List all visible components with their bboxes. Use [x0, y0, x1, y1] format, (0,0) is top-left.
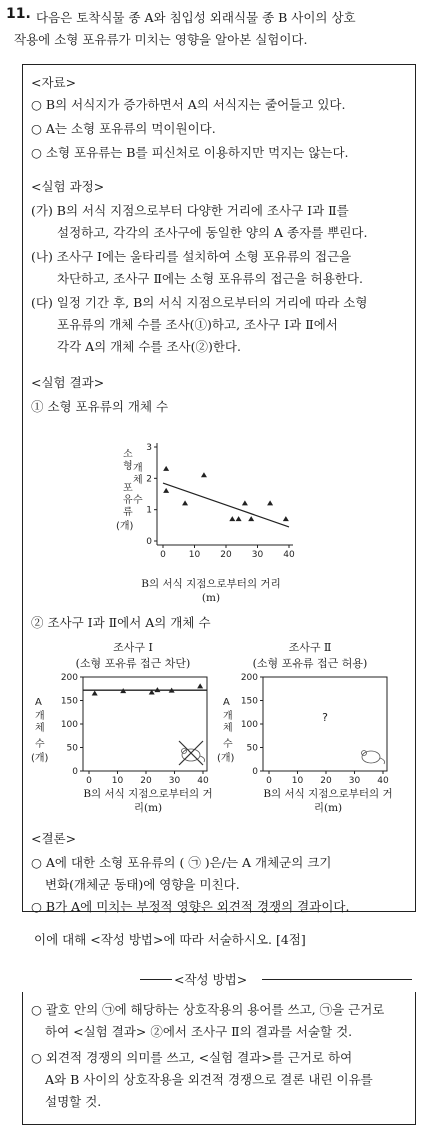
experiment-box	[22, 64, 416, 912]
chart2-title: 조사구 Ⅰ	[113, 641, 153, 654]
chart2-data-point	[197, 683, 203, 688]
chart1-ylabel-part-9: (개)	[116, 521, 134, 532]
chart1-xtick-label: 10	[188, 550, 201, 560]
chart3-xtick-label: 0	[266, 776, 272, 783]
method-box	[22, 992, 416, 1125]
chart1-data-point	[267, 500, 273, 505]
method-line-1: ○ 괄호 안의 ㉠에 해당하는 상호작용의 용어를 쓰고, ㉠을 근거로	[31, 1002, 385, 1017]
chart-plot-II-A-count	[211, 671, 397, 783]
chart3-title: 조사구 Ⅱ	[288, 641, 332, 654]
chart3-xtick-label: 40	[377, 776, 389, 783]
procedure-step-2-line-1: (나) 조사구 Ⅰ에는 울타리를 설치하여 소형 포유류의 접근을	[31, 249, 352, 264]
procedure-step-3-line-3: 각각 A의 개체 수를 조사(②)한다.	[57, 339, 241, 354]
chart3-ylabel-part-5: (개)	[217, 753, 235, 764]
chart2-xtick-label: 0	[86, 776, 92, 783]
chart1-ytick-label: 0	[146, 537, 152, 547]
chart2-subtitle: (소형 포유류 접근 차단)	[75, 657, 191, 670]
chart2-ylabel	[31, 697, 49, 764]
method-heading: <작성 방법>	[174, 972, 248, 987]
question-number: 11.	[6, 6, 31, 22]
procedure-step-2-line-2: 차단하고, 조사구 Ⅱ에는 소형 포유류의 접근을 허용한다.	[57, 271, 363, 286]
chart3-ylabel-part-1: A	[223, 697, 230, 708]
chart2-ytick-label: 100	[60, 720, 78, 730]
method-line-5: 설명할 것.	[45, 1094, 102, 1109]
chart-small-mammal-count	[113, 437, 313, 572]
chart1-ylabel-part-5: 포	[123, 483, 133, 494]
chart1-data-point	[283, 516, 289, 521]
procedure-step-3-line-1: (다) 일정 기간 후, B의 서식 지점으로부터의 거리에 따라 소형	[31, 295, 368, 310]
chart1-ylabel-part-2: 형	[123, 461, 133, 472]
chart1-ylabel-part-1: 소	[123, 449, 133, 460]
chart1-xtick-label: 0	[160, 550, 166, 560]
result-2-title: ② 조사구 Ⅰ과 Ⅱ에서 A의 개체 수	[31, 615, 211, 630]
chart-plot-I-A-count	[31, 671, 217, 783]
chart3-subtitle: (소형 포유류 접근 허용)	[252, 657, 368, 670]
material-item-2: ○ A는 소형 포유류의 먹이원이다.	[31, 121, 216, 136]
chart1-xtick-label: 20	[220, 550, 232, 560]
instruction-text: 이에 대해 <작성 방법>에 따라 서술하시오. [4점]	[34, 932, 306, 947]
chart3-ylabel	[217, 697, 235, 764]
chart2-ylabel-part-2: 개	[35, 711, 45, 722]
chart1-ytick-label: 3	[146, 443, 152, 453]
procedure-heading: <실험 과정>	[31, 179, 105, 194]
chart2-ytick-label: 150	[60, 696, 78, 707]
chart3-ytick-label: 200	[240, 673, 258, 683]
chart3-xlabel: B의 서식 지점으로부터의 거리(m)	[263, 788, 393, 814]
chart2-frame	[83, 677, 207, 771]
chart1-ylabel-part-8: 류	[123, 507, 133, 518]
chart2-xlabel: B의 서식 지점으로부터의 거리(m)	[83, 788, 213, 814]
procedure-step-1-line-2: 설정하고, 각각의 조사구에 동일한 양의 A 종자를 뿌린다.	[57, 225, 368, 240]
chart1-data-point	[182, 500, 188, 505]
conclusion-line-3: ○ B가 A에 미치는 부정적 영향은 외견적 경쟁의 결과이다.	[31, 899, 350, 914]
conclusion-line-1: ○ A에 대한 소형 포유류의 ( ㉠ )은/는 A 개체군의 크기	[31, 855, 332, 870]
chart1-ytick-label: 2	[146, 474, 152, 485]
conclusion-line-2: 변화(개체군 동태)에 영향을 미친다.	[45, 877, 240, 892]
mouse-icon	[362, 751, 385, 765]
chart3-frame	[263, 677, 387, 771]
chart3-ylabel-part-2: 개	[223, 711, 233, 722]
chart1-ylabel-part-4: 체	[133, 475, 143, 486]
chart3-xtick-label: 10	[291, 776, 304, 783]
chart1-xtick-label: 30	[251, 550, 264, 560]
chart1-ylabel-part-6: 유	[123, 495, 133, 506]
method-line-4: A와 B 사이의 상호작용을 외견적 경쟁으로 결론 내린 이유를	[45, 1072, 373, 1087]
chart2-xtick-label: 10	[111, 776, 124, 783]
chart3-ytick-label: 0	[252, 767, 258, 777]
chart2-xtick-label: 30	[168, 776, 181, 783]
chart3-xtick-label: 20	[320, 776, 332, 783]
question-stem-line-2: 작용에 소형 포유류가 미치는 영향을 알아본 실험이다.	[14, 32, 308, 47]
chart3-ytick-label: 150	[240, 696, 258, 707]
chart2-ytick-label: 200	[60, 673, 78, 683]
chart3-ytick-label: 100	[240, 720, 258, 730]
chart1-data-point	[248, 516, 254, 521]
method-heading-rule-left	[140, 979, 172, 980]
chart1-data-point	[201, 472, 207, 477]
chart1-data-point	[163, 488, 169, 493]
chart1-xlabel: B의 서식 지점으로부터의 거리(m)	[141, 578, 281, 604]
chart2-ylabel-part-5: (개)	[31, 753, 49, 764]
material-item-3: ○ 소형 포유류는 B를 피신처로 이용하지만 먹지는 않는다.	[31, 145, 349, 160]
chart1-ylabel	[116, 448, 143, 532]
chart2-data-point	[92, 690, 98, 695]
chart2-xtick-label: 40	[197, 776, 209, 783]
chart1-ylabel-part-3: 개	[133, 463, 143, 474]
chart2-ylabel-part-1: A	[35, 697, 42, 708]
chart3-question-mark: ?	[322, 711, 328, 724]
chart2-ytick-label: 50	[66, 743, 78, 754]
chart3-ylabel-part-4: 수	[223, 739, 233, 750]
chart1-data-point	[229, 516, 235, 521]
method-line-2: 하여 <실험 결과> ②에서 조사구 Ⅱ의 결과를 서술할 것.	[45, 1024, 353, 1039]
procedure-step-3-line-2: 포유류의 개체 수를 조사(①)하고, 조사구 Ⅰ과 Ⅱ에서	[57, 317, 338, 332]
chart1-ytick-label: 1	[146, 505, 152, 516]
results-heading: <실험 결과>	[31, 375, 105, 390]
chart2-xtick-label: 20	[140, 776, 152, 783]
chart1-data-point	[163, 466, 169, 471]
chart1-data-point	[236, 516, 242, 521]
method-heading-rule-right	[262, 979, 412, 980]
chart3-ytick-label: 50	[246, 743, 258, 754]
chart3-xtick-label: 30	[348, 776, 361, 783]
procedure-step-1-line-1: (가) B의 서식 지점으로부터 다양한 거리에 조사구 Ⅰ과 Ⅱ를	[31, 203, 349, 218]
conclusion-heading: <결론>	[31, 831, 77, 846]
chart1-ylabel-part-7: 수	[133, 495, 143, 506]
material-heading: <자료>	[31, 75, 77, 90]
chart2-ylabel-part-3: 체	[35, 723, 45, 734]
method-line-3: ○ 외견적 경쟁의 의미를 쓰고, <실험 결과>를 근거로 하여	[31, 1050, 353, 1065]
chart3-ylabel-part-3: 체	[223, 723, 233, 734]
material-item-1: ○ B의 서식지가 증가하면서 A의 서식지는 줄어들고 있다.	[31, 97, 346, 112]
result-1-title: ① 소형 포유류의 개체 수	[31, 399, 169, 414]
chart2-ytick-label: 0	[72, 767, 78, 777]
chart1-data-point	[242, 500, 248, 505]
blocked-mouse-icon	[179, 741, 205, 765]
question-stem-line-1: 다음은 토착식물 종 A와 침입성 외래식물 종 B 사이의 상호	[36, 10, 356, 25]
chart1-xtick-label: 40	[283, 550, 295, 560]
chart2-ylabel-part-4: 수	[35, 739, 45, 750]
